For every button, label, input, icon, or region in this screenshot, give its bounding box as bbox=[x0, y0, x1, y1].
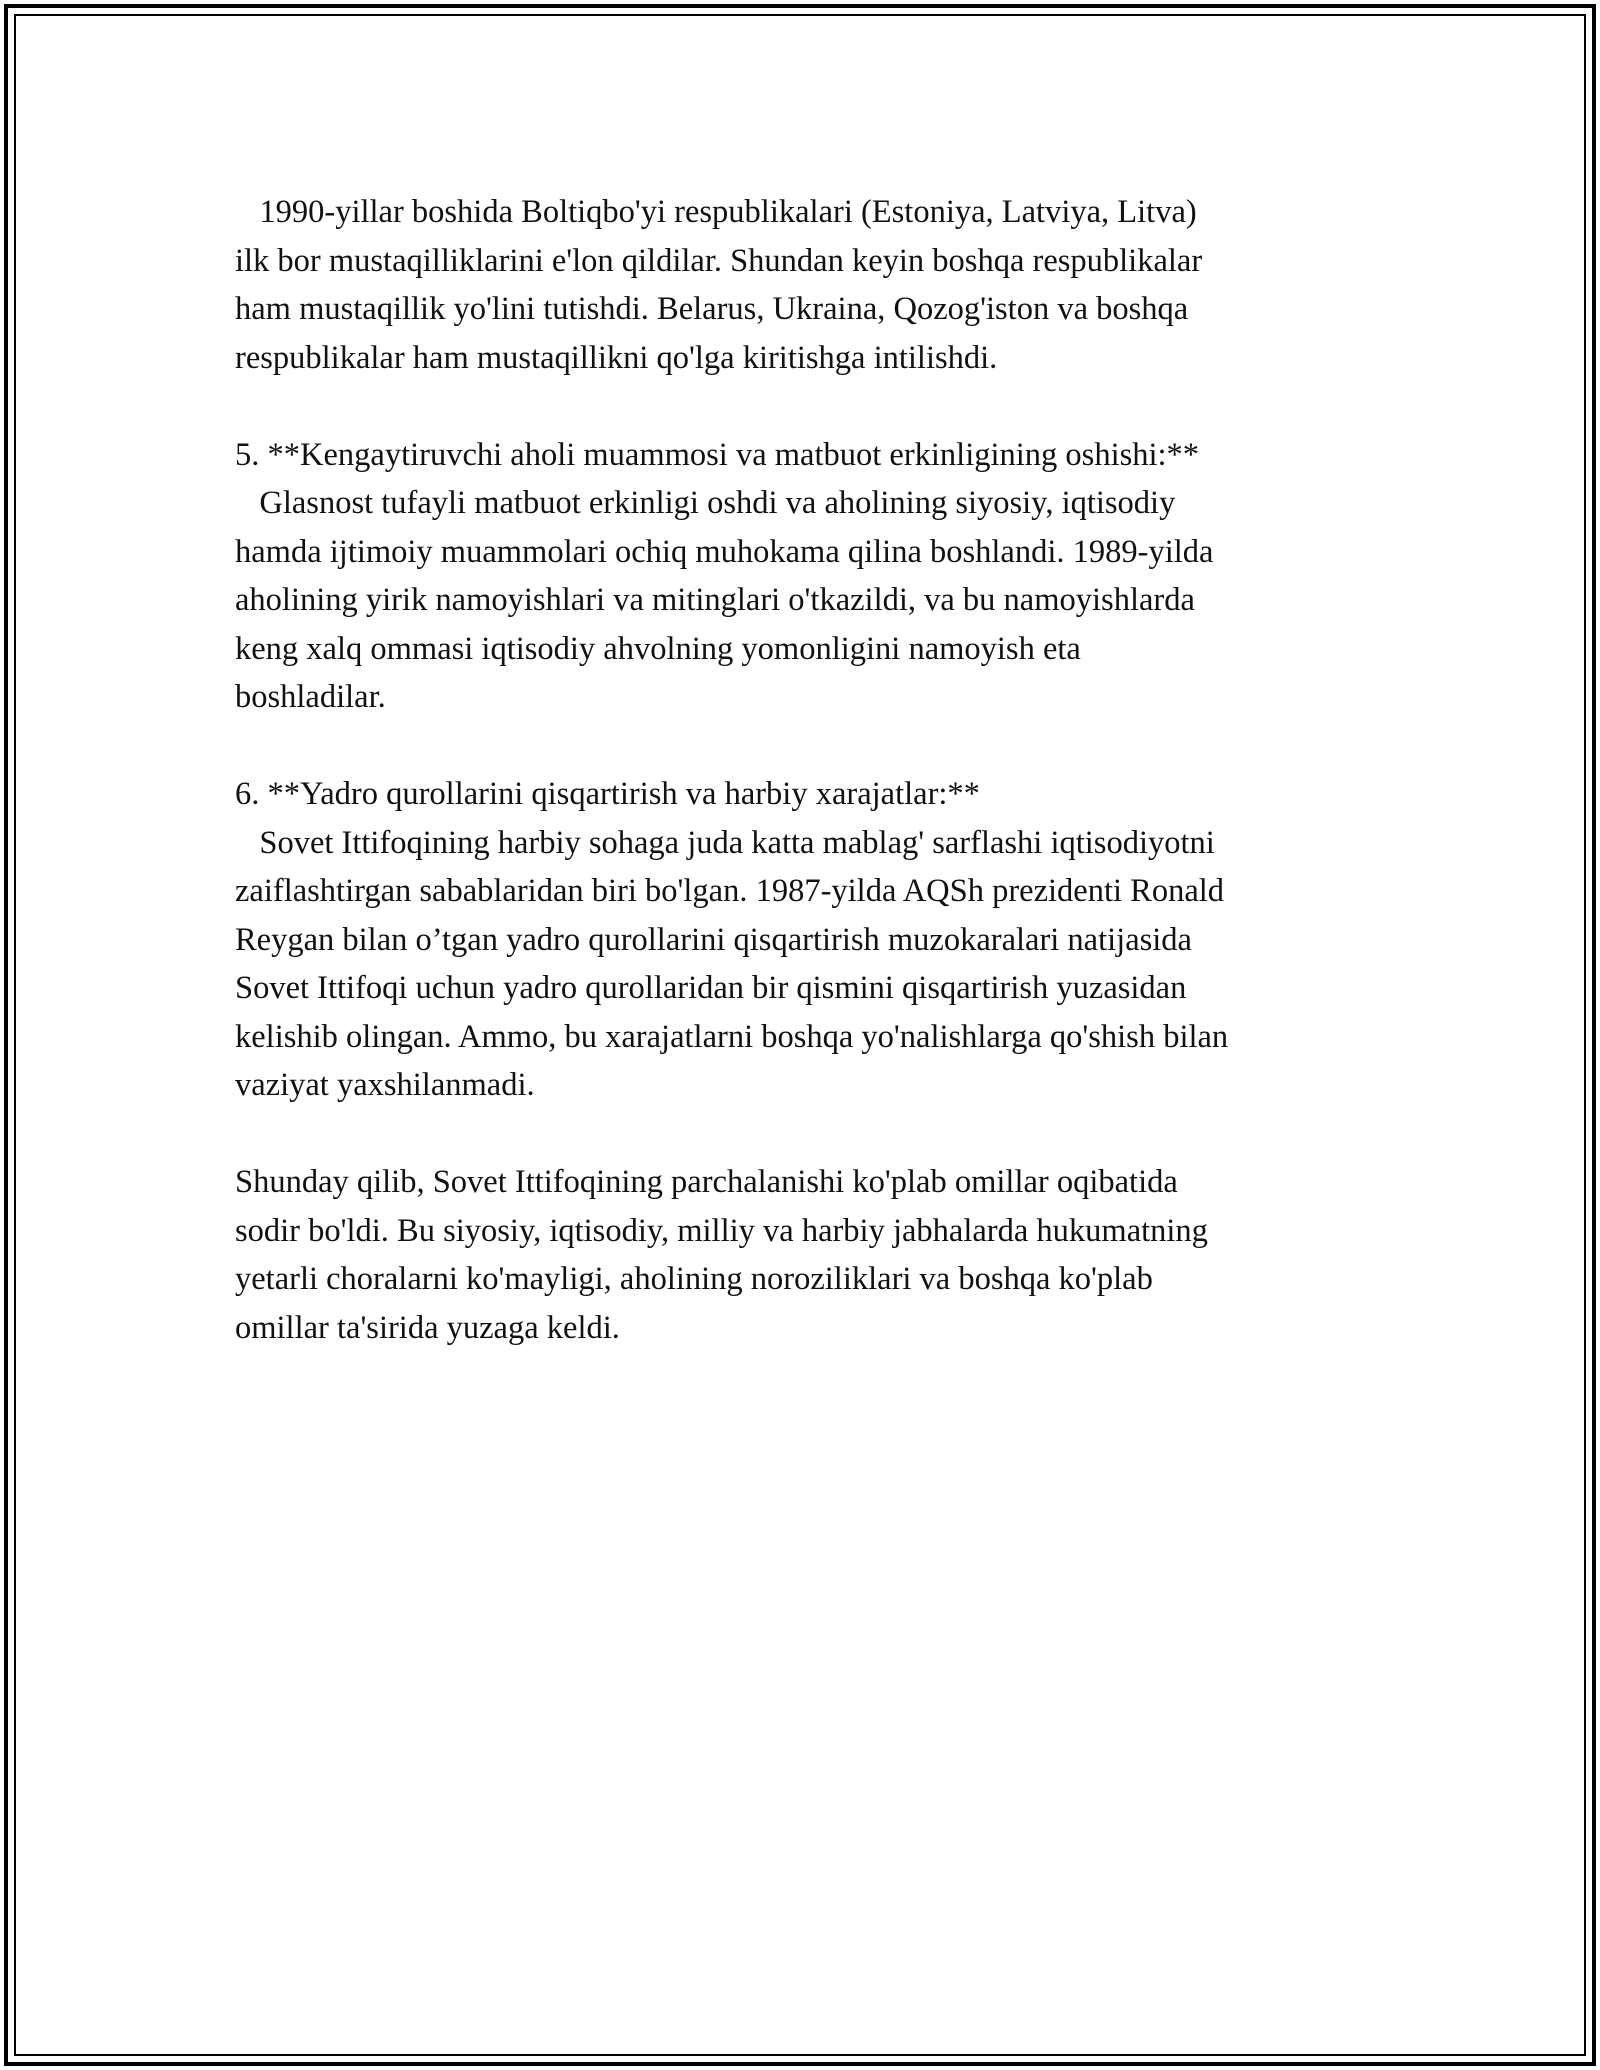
text-line: ham mustaqillik yo'lini tutishdi. Belarus, Ukraina, Qozog'iston va boshqa bbox=[235, 291, 1189, 327]
paragraph-conclusion bbox=[235, 1158, 1385, 1352]
text-line: ilk bor mustaqilliklarini e'lon qildilar. Shundan keyin boshqa respublikalar bbox=[235, 242, 1203, 279]
text-line: yetarli choralarni ko'mayligi, aholining noroziliklari va boshqa ko'plab bbox=[235, 1261, 1153, 1297]
text-line: sodir bo'ldi. Bu siyosiy, iqtisodiy, milliy va harbiy jabhalarda hukumatning bbox=[235, 1212, 1208, 1249]
item-heading: 5. **Kengaytiruvchi aholi muammosi va matbuot erkinligining oshishi:** bbox=[235, 436, 1200, 473]
text-line: boshladilar. bbox=[235, 679, 386, 715]
text-line: zaiflashtirgan sabablaridan biri bo'lgan. 1987-yilda AQSh prezidenti Ronald bbox=[235, 873, 1225, 909]
text-line: Sovet Ittifoqi uchun yadro qurollaridan bir qismini qisqartirish yuzasidan bbox=[235, 970, 1187, 1006]
text-line: keng xalq ommasi iqtisodiy ahvolning yomonligini namoyish eta bbox=[235, 630, 1081, 667]
text-line: kelishib olingan. Ammo, bu xarajatlarni boshqa yo'nalishlarga qo'shish bilan bbox=[235, 1018, 1229, 1055]
paragraph-item-5 bbox=[235, 431, 1385, 722]
text-line: vaziyat yaxshilanmadi. bbox=[235, 1067, 535, 1103]
text-line: 1990-yillar boshida Boltiqbo'yi respublikalari (Estoniya, Latviya, Litva) bbox=[235, 194, 1197, 230]
text-line: omillar ta'sirida yuzaga keldi. bbox=[235, 1309, 620, 1346]
paragraph-item-6 bbox=[235, 770, 1385, 1110]
paragraph-gap bbox=[235, 1110, 1385, 1159]
text-line: respublikalar ham mustaqillikni qo'lga kiritishga intilishdi. bbox=[235, 339, 998, 376]
document-body bbox=[235, 188, 1385, 1352]
text-line: Sovet Ittifoqining harbiy sohaga juda katta mablag' sarflashi iqtisodiyotni bbox=[235, 824, 1215, 861]
text-line: Reygan bilan o’tgan yadro qurollarini qisqartirish muzokaralari natijasida bbox=[235, 921, 1192, 958]
paragraph-gap bbox=[235, 382, 1385, 431]
paragraph-independence bbox=[235, 188, 1385, 382]
text-line: aholining yirik namoyishlari va mitinglari o'tkazildi, va bu namoyishlarda bbox=[235, 582, 1195, 618]
item-heading: 6. **Yadro qurollarini qisqartirish va harbiy xarajatlar:** bbox=[235, 776, 980, 812]
text-line: Glasnost tufayli matbuot erkinligi oshdi va aholining siyosiy, iqtisodiy bbox=[235, 485, 1176, 521]
text-line: Shunday qilib, Sovet Ittifoqining parchalanishi ko'plab omillar oqibatida bbox=[235, 1164, 1178, 1200]
paragraph-gap bbox=[235, 722, 1385, 771]
text-line: hamda ijtimoiy muammolari ochiq muhokama qilina boshlandi. 1989-yilda bbox=[235, 533, 1214, 570]
